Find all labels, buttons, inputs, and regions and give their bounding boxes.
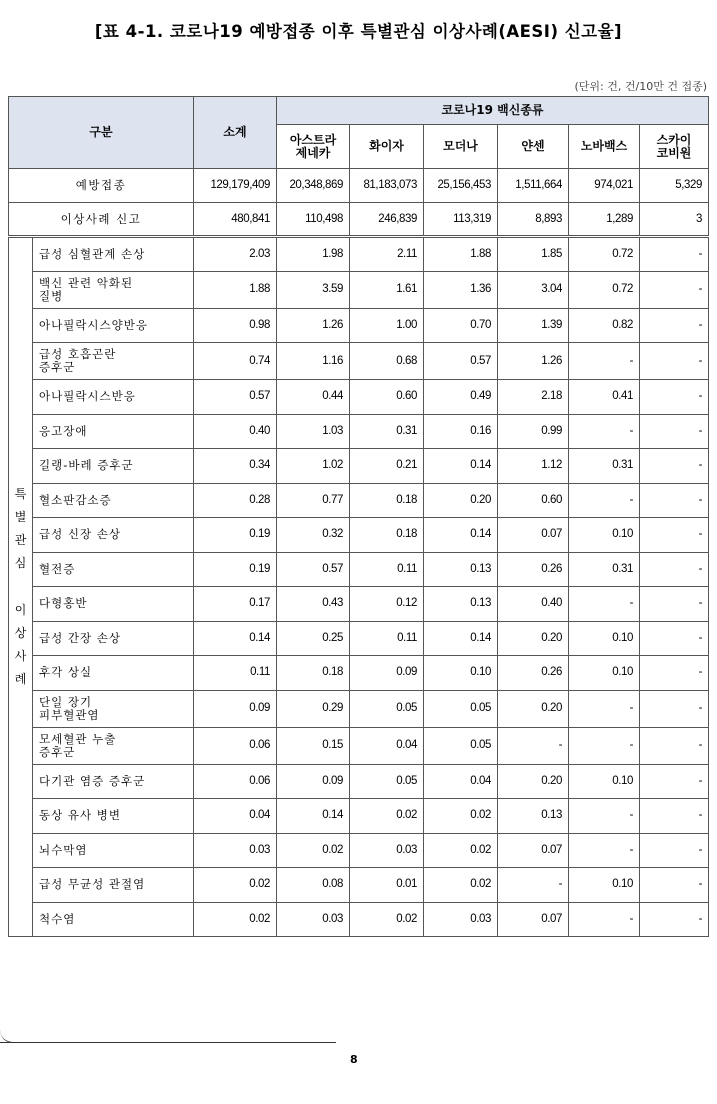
group-label-char: 상: [14, 626, 27, 640]
unit-note: (단위: 건, 건/10만 건 접종): [574, 80, 707, 93]
value-cell: 1.00: [350, 308, 424, 343]
footer-rule: [0, 1042, 336, 1043]
value-cell: 0.25: [277, 621, 350, 656]
row-label: [33, 483, 194, 518]
value-cell: -: [640, 727, 709, 764]
value-cell: 1.88: [194, 271, 277, 308]
value-cell: 0.03: [350, 833, 424, 868]
value-cell: 1.98: [277, 237, 350, 272]
summary-cell: 1,289: [569, 203, 640, 237]
value-cell: -: [640, 414, 709, 449]
table-row: [9, 449, 709, 484]
value-cell: 0.16: [424, 414, 498, 449]
value-cell: 0.10: [569, 621, 640, 656]
value-cell: 0.10: [569, 868, 640, 903]
table-row: [9, 587, 709, 622]
row-label-line: 동상 유사 병변: [39, 808, 121, 823]
row-label: [33, 518, 194, 553]
header-category: 구분: [9, 97, 194, 169]
value-cell: 0.28: [194, 483, 277, 518]
row-label: [33, 271, 194, 308]
table-row: [9, 799, 709, 834]
header-vaccine-line: 아스트라: [289, 132, 337, 147]
value-cell: 0.06: [194, 727, 277, 764]
value-cell: 2.03: [194, 237, 277, 272]
value-cell: 1.39: [498, 308, 569, 343]
row-label-line: 급성 호흡곤란: [39, 347, 117, 361]
value-cell: -: [640, 690, 709, 727]
row-label: [33, 902, 194, 937]
row-label-line: 피부혈관염: [39, 707, 100, 722]
value-cell: 0.31: [569, 449, 640, 484]
value-cell: 0.06: [194, 764, 277, 799]
value-cell: 0.72: [569, 271, 640, 308]
value-cell: 0.07: [498, 833, 569, 868]
row-label-line: 다기관 염증 증후군: [39, 773, 146, 788]
summary-cell: 113,319: [424, 203, 498, 237]
value-cell: 0.05: [424, 690, 498, 727]
table-row: [9, 727, 709, 764]
value-cell: -: [569, 902, 640, 937]
value-cell: 1.26: [498, 343, 569, 380]
summary-cell: 1,511,664: [498, 169, 569, 203]
value-cell: 0.20: [498, 621, 569, 656]
value-cell: 0.03: [277, 902, 350, 937]
value-cell: 0.20: [424, 483, 498, 518]
value-cell: 0.12: [350, 587, 424, 622]
value-cell: 0.82: [569, 308, 640, 343]
value-cell: 0.02: [424, 799, 498, 834]
summary-cell: 129,179,409: [194, 169, 277, 203]
value-cell: 1.02: [277, 449, 350, 484]
row-label-line: 급성 심혈관계 손상: [39, 246, 146, 261]
row-label: [33, 414, 194, 449]
page-number: 8: [350, 1053, 358, 1066]
header-vaccine-line: 모더나: [443, 139, 478, 153]
value-cell: -: [640, 621, 709, 656]
header-vaccine-line: 얀센: [521, 139, 545, 153]
header-vaccine-0: [277, 125, 350, 169]
row-label-line: 척수염: [39, 911, 76, 926]
value-cell: -: [640, 380, 709, 415]
value-cell: 0.02: [194, 868, 277, 903]
value-cell: 0.05: [424, 727, 498, 764]
value-cell: 0.32: [277, 518, 350, 553]
table-row: [9, 868, 709, 903]
summary-cell: 8,893: [498, 203, 569, 237]
value-cell: 0.14: [424, 621, 498, 656]
value-cell: 0.44: [277, 380, 350, 415]
value-cell: -: [640, 902, 709, 937]
value-cell: -: [640, 518, 709, 553]
row-label-line: 후각 상실: [39, 665, 93, 680]
value-cell: 0.04: [194, 799, 277, 834]
value-cell: 0.70: [424, 308, 498, 343]
value-cell: 0.18: [277, 656, 350, 691]
value-cell: 0.99: [498, 414, 569, 449]
summary-cell: 81,183,073: [350, 169, 424, 203]
value-cell: 0.09: [277, 764, 350, 799]
row-label-line: 혈소판감소증: [39, 492, 112, 507]
group-label-char: 례: [14, 672, 27, 686]
value-cell: 0.08: [277, 868, 350, 903]
value-cell: 1.03: [277, 414, 350, 449]
row-label-line: 아나필락시스양반응: [39, 317, 148, 332]
summary-cell: 246,839: [350, 203, 424, 237]
summary-cell: 974,021: [569, 169, 640, 203]
value-cell: 0.26: [498, 656, 569, 691]
header-vaccine-5: [640, 125, 709, 169]
value-cell: -: [640, 656, 709, 691]
value-cell: 0.10: [424, 656, 498, 691]
row-label-line: 질병: [39, 288, 64, 303]
value-cell: 0.18: [350, 518, 424, 553]
value-cell: -: [498, 868, 569, 903]
value-cell: -: [569, 799, 640, 834]
group-label-char: [9, 575, 32, 599]
row-label-line: 증후군: [39, 744, 76, 759]
row-label-line: 다형홍반: [39, 596, 88, 611]
row-label: [33, 833, 194, 868]
value-cell: -: [569, 727, 640, 764]
value-cell: -: [640, 552, 709, 587]
value-cell: 1.61: [350, 271, 424, 308]
header-subtotal: 소계: [194, 97, 277, 169]
row-label: [33, 690, 194, 727]
row-label: [33, 799, 194, 834]
row-label: [33, 380, 194, 415]
value-cell: -: [569, 343, 640, 380]
value-cell: 0.43: [277, 587, 350, 622]
value-cell: 3.59: [277, 271, 350, 308]
table-row: [9, 271, 709, 308]
group-label-char: 심: [14, 556, 27, 570]
table-row: [9, 656, 709, 691]
value-cell: 0.18: [350, 483, 424, 518]
value-cell: 0.57: [424, 343, 498, 380]
value-cell: 0.04: [424, 764, 498, 799]
value-cell: 0.13: [424, 552, 498, 587]
value-cell: 0.10: [569, 764, 640, 799]
value-cell: -: [569, 587, 640, 622]
summary-cell: 480,841: [194, 203, 277, 237]
value-cell: 0.02: [350, 799, 424, 834]
header-vaccine-line: 화이자: [369, 139, 404, 153]
table-row: [9, 902, 709, 937]
row-label-line: 단일 장기: [39, 694, 93, 709]
row-label-line: 급성 무균성 관절염: [39, 877, 146, 892]
summary-row-label: 이상사례 신고: [9, 203, 194, 237]
value-cell: 0.05: [350, 764, 424, 799]
value-cell: 1.12: [498, 449, 569, 484]
value-cell: -: [640, 343, 709, 380]
row-label: [33, 237, 194, 272]
value-cell: -: [569, 690, 640, 727]
header-vaccine-4: [569, 125, 640, 169]
header-vaccine-line: 코비원: [656, 145, 692, 160]
row-label: [33, 343, 194, 380]
value-cell: 0.03: [194, 833, 277, 868]
value-cell: 1.88: [424, 237, 498, 272]
group-label: [9, 237, 33, 937]
value-cell: -: [640, 483, 709, 518]
group-label-char: 사: [14, 649, 27, 663]
group-label-char: 관: [14, 533, 27, 547]
value-cell: 0.72: [569, 237, 640, 272]
row-label-line: 길랭-바레 증후군: [39, 458, 134, 473]
row-label-line: 뇌수막염: [39, 842, 88, 857]
table-row: [9, 414, 709, 449]
value-cell: 0.11: [350, 621, 424, 656]
row-label: [33, 764, 194, 799]
table-row: [9, 552, 709, 587]
value-cell: 0.31: [350, 414, 424, 449]
row-label-line: 백신 관련 악화된: [39, 275, 134, 290]
value-cell: 0.26: [498, 552, 569, 587]
value-cell: 0.13: [498, 799, 569, 834]
table-row: [9, 764, 709, 799]
value-cell: 0.21: [350, 449, 424, 484]
value-cell: 0.09: [350, 656, 424, 691]
value-cell: 0.05: [350, 690, 424, 727]
value-cell: 1.85: [498, 237, 569, 272]
header-vaccine-1: [350, 125, 424, 169]
summary-cell: 5,329: [640, 169, 709, 203]
table-row: [9, 237, 709, 272]
group-label-char: 이: [14, 603, 27, 617]
value-cell: -: [640, 237, 709, 272]
table-row: [9, 690, 709, 727]
value-cell: 0.04: [350, 727, 424, 764]
aesi-table: [8, 96, 709, 937]
value-cell: -: [498, 727, 569, 764]
value-cell: 2.11: [350, 237, 424, 272]
value-cell: 0.02: [350, 902, 424, 937]
header-vaccine-group: 코로나19 백신종류: [277, 97, 709, 125]
summary-row: [9, 169, 709, 203]
table-row: [9, 621, 709, 656]
value-cell: 0.07: [498, 518, 569, 553]
header-vaccine-line: 노바백스: [580, 139, 628, 153]
value-cell: -: [569, 833, 640, 868]
row-label: [33, 449, 194, 484]
value-cell: 2.18: [498, 380, 569, 415]
value-cell: 0.41: [569, 380, 640, 415]
row-label-line: 응고장애: [39, 423, 88, 438]
group-label-char: 특: [14, 487, 27, 501]
table-title: [표 4-1. 코로나19 예방접종 이후 특별관심 이상사례(AESI) 신고율]: [94, 22, 623, 41]
value-cell: 1.26: [277, 308, 350, 343]
header-vaccine-2: [424, 125, 498, 169]
value-cell: 0.49: [424, 380, 498, 415]
value-cell: 0.20: [498, 690, 569, 727]
header-vaccine-line: 제네카: [295, 145, 331, 160]
value-cell: -: [640, 271, 709, 308]
value-cell: 0.20: [498, 764, 569, 799]
header-vaccine-3: [498, 125, 569, 169]
value-cell: -: [640, 868, 709, 903]
value-cell: 0.14: [194, 621, 277, 656]
row-label-line: 급성 신장 손상: [39, 527, 121, 542]
value-cell: 0.02: [424, 868, 498, 903]
value-cell: 0.01: [350, 868, 424, 903]
value-cell: 1.36: [424, 271, 498, 308]
row-label-line: 아나필락시스반응: [39, 389, 136, 404]
value-cell: 0.07: [498, 902, 569, 937]
value-cell: -: [569, 483, 640, 518]
value-cell: -: [640, 449, 709, 484]
summary-cell: 25,156,453: [424, 169, 498, 203]
value-cell: 0.74: [194, 343, 277, 380]
value-cell: 0.60: [498, 483, 569, 518]
value-cell: 0.29: [277, 690, 350, 727]
value-cell: 1.16: [277, 343, 350, 380]
row-label: [33, 656, 194, 691]
value-cell: -: [640, 587, 709, 622]
value-cell: 0.02: [277, 833, 350, 868]
value-cell: 0.40: [194, 414, 277, 449]
value-cell: -: [640, 308, 709, 343]
summary-cell: 20,348,869: [277, 169, 350, 203]
value-cell: 0.14: [424, 518, 498, 553]
value-cell: 0.14: [424, 449, 498, 484]
value-cell: 0.02: [194, 902, 277, 937]
row-label-line: 혈전증: [39, 561, 76, 576]
value-cell: 0.60: [350, 380, 424, 415]
summary-cell: 3: [640, 203, 709, 237]
table-row: [9, 483, 709, 518]
value-cell: -: [640, 799, 709, 834]
value-cell: 0.15: [277, 727, 350, 764]
table-row: [9, 380, 709, 415]
value-cell: 0.68: [350, 343, 424, 380]
value-cell: 0.98: [194, 308, 277, 343]
value-cell: 0.02: [424, 833, 498, 868]
table-row: [9, 833, 709, 868]
value-cell: 0.11: [194, 656, 277, 691]
table-row: [9, 343, 709, 380]
table-row: [9, 308, 709, 343]
row-label-line: 급성 간장 손상: [39, 630, 121, 645]
value-cell: 0.19: [194, 552, 277, 587]
value-cell: 0.77: [277, 483, 350, 518]
value-cell: 0.57: [194, 380, 277, 415]
group-label-char: 별: [14, 510, 27, 524]
value-cell: 0.40: [498, 587, 569, 622]
value-cell: 3.04: [498, 271, 569, 308]
row-label-line: 모세혈관 누출: [39, 731, 117, 746]
value-cell: -: [569, 414, 640, 449]
value-cell: 0.03: [424, 902, 498, 937]
row-label: [33, 308, 194, 343]
value-cell: 0.17: [194, 587, 277, 622]
value-cell: 0.09: [194, 690, 277, 727]
summary-cell: 110,498: [277, 203, 350, 237]
value-cell: 0.57: [277, 552, 350, 587]
row-label: [33, 868, 194, 903]
value-cell: -: [640, 833, 709, 868]
value-cell: 0.10: [569, 656, 640, 691]
row-label-line: 증후군: [39, 360, 76, 374]
value-cell: 0.10: [569, 518, 640, 553]
row-label: [33, 621, 194, 656]
summary-row: [9, 203, 709, 237]
value-cell: 0.13: [424, 587, 498, 622]
row-label: [33, 727, 194, 764]
value-cell: -: [640, 764, 709, 799]
value-cell: 0.34: [194, 449, 277, 484]
value-cell: 0.19: [194, 518, 277, 553]
header-vaccine-line: 스카이: [656, 132, 692, 147]
value-cell: 0.14: [277, 799, 350, 834]
table-row: [9, 518, 709, 553]
row-label: [33, 587, 194, 622]
row-label: [33, 552, 194, 587]
value-cell: 0.31: [569, 552, 640, 587]
value-cell: 0.11: [350, 552, 424, 587]
summary-row-label: 예방접종: [9, 169, 194, 203]
